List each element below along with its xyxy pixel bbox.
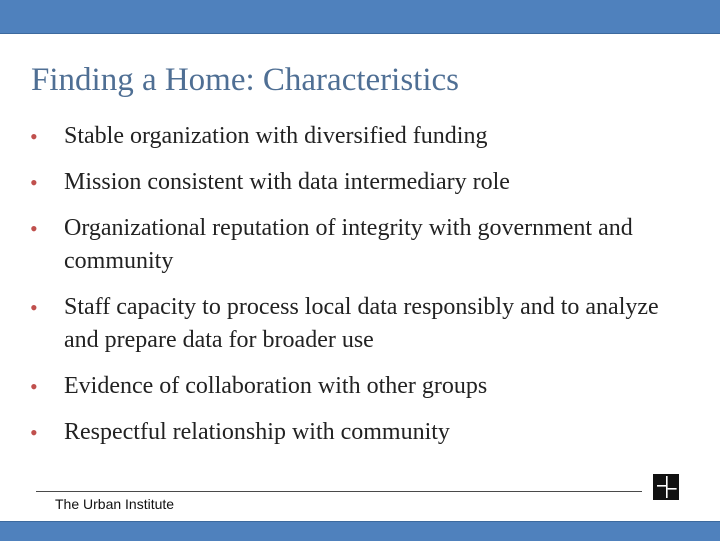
footer-organization: The Urban Institute xyxy=(55,496,175,512)
bullet-marker: • xyxy=(30,170,38,195)
bullet-text: Evidence of collaboration with other groups xyxy=(64,373,488,399)
bullet-list xyxy=(30,120,690,449)
bullet-item xyxy=(30,416,690,449)
slide-title: Finding a Home: Characteristics xyxy=(31,62,459,98)
bullet-marker: • xyxy=(30,216,38,241)
bullet-text: Mission consistent with data intermediary role xyxy=(64,169,510,195)
bullet-text: Staff capacity to process local data responsibly and to analyze and prepare data for broader use xyxy=(64,294,659,353)
bullet-item xyxy=(30,370,690,403)
top-banner xyxy=(0,0,720,34)
bottom-banner xyxy=(0,521,720,541)
footer-divider xyxy=(36,491,642,492)
bullet-item xyxy=(30,166,690,199)
bullet-marker: • xyxy=(30,374,38,399)
urban-institute-logo-icon xyxy=(653,474,679,500)
bullet-marker: • xyxy=(30,124,38,149)
bullet-item xyxy=(30,120,690,153)
bullet-marker: • xyxy=(30,295,38,320)
bullet-marker: • xyxy=(30,420,38,445)
bullet-item xyxy=(30,212,690,278)
bullet-item xyxy=(30,291,690,357)
bullet-text: Respectful relationship with community xyxy=(64,419,450,445)
bullet-text: Stable organization with diversified funding xyxy=(64,123,488,149)
bullet-text: Organizational reputation of integrity with government and community xyxy=(64,215,633,274)
